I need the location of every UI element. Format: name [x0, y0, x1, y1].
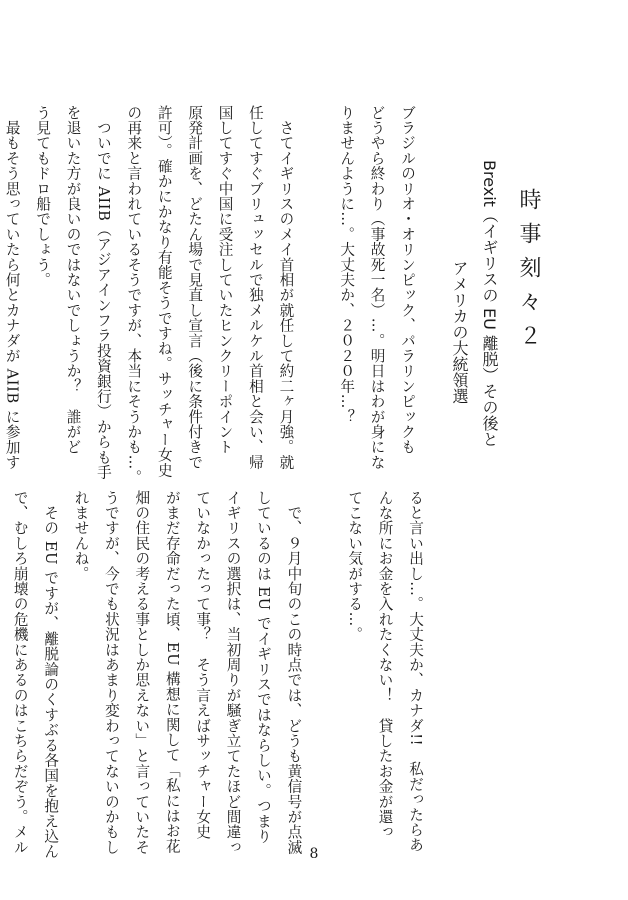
article-subtitle-line-2: アメリカの大統領選 — [450, 260, 469, 404]
body-text-upper-block: ブラジルのリオ・オリンピック、パラリンピックも どうやら終わり（事故死一名）…。明日はわが身にな りませんように…。大丈夫か、２０２０年…？ さてイギリスのメイ首相が就任して約二ヶ月強。就 任してすぐブリュッセルで独メルケル首相と会い、帰 国してすぐ中国に受注していたヒンクリーポイント 原発計画を、どたん場で見直し宣言（後に条件付きで 許可）。確かにかなり有能そうですね。サッチャー女史 の再来と言われているそうですが、本当にそうかも…。 ついでに AIIB（アジアインフラ投資銀行）からも手 を退いた方が良いのではないでしょうか？ 誰がど う見てもドロ船でしょう。 最もそう思っていたら何とカナダが AIIB に参加す — [3, 105, 416, 485]
article-subtitle-line-1: Brexit（イギリスの EU 離脱）その後と — [480, 160, 499, 447]
article-title: 時事刻々２ — [516, 188, 541, 358]
page-number: 8 — [309, 846, 319, 862]
body-text-lower-block: ると言い出し…。大丈夫か、カナダ!! 私だったらあ んな所にお金を入れたくない！ 貸したお金が還っ てこない気がする…。 で、９月中旬のこの時点では、どうも黄信号が点滅 しているのは EU でイギリスではならしい。つまり イギリスの選択は、当初周りが騒ぎ立てたほど間違っ ていなかったって事？ そう言えばサッチャー女史 がまだ存命だった頃、EU 構想に関して「私にはお花 畑の住民の考える事としか思えない」と言っていたそ うですが、今でも状況はあまり変わってないのかもし れませんね。 その EU ですが、離脱論のくすぶる各国を抱え込ん で、むしろ崩壊の危機にあるのはこちらだぞう。メル — [11, 490, 424, 860]
